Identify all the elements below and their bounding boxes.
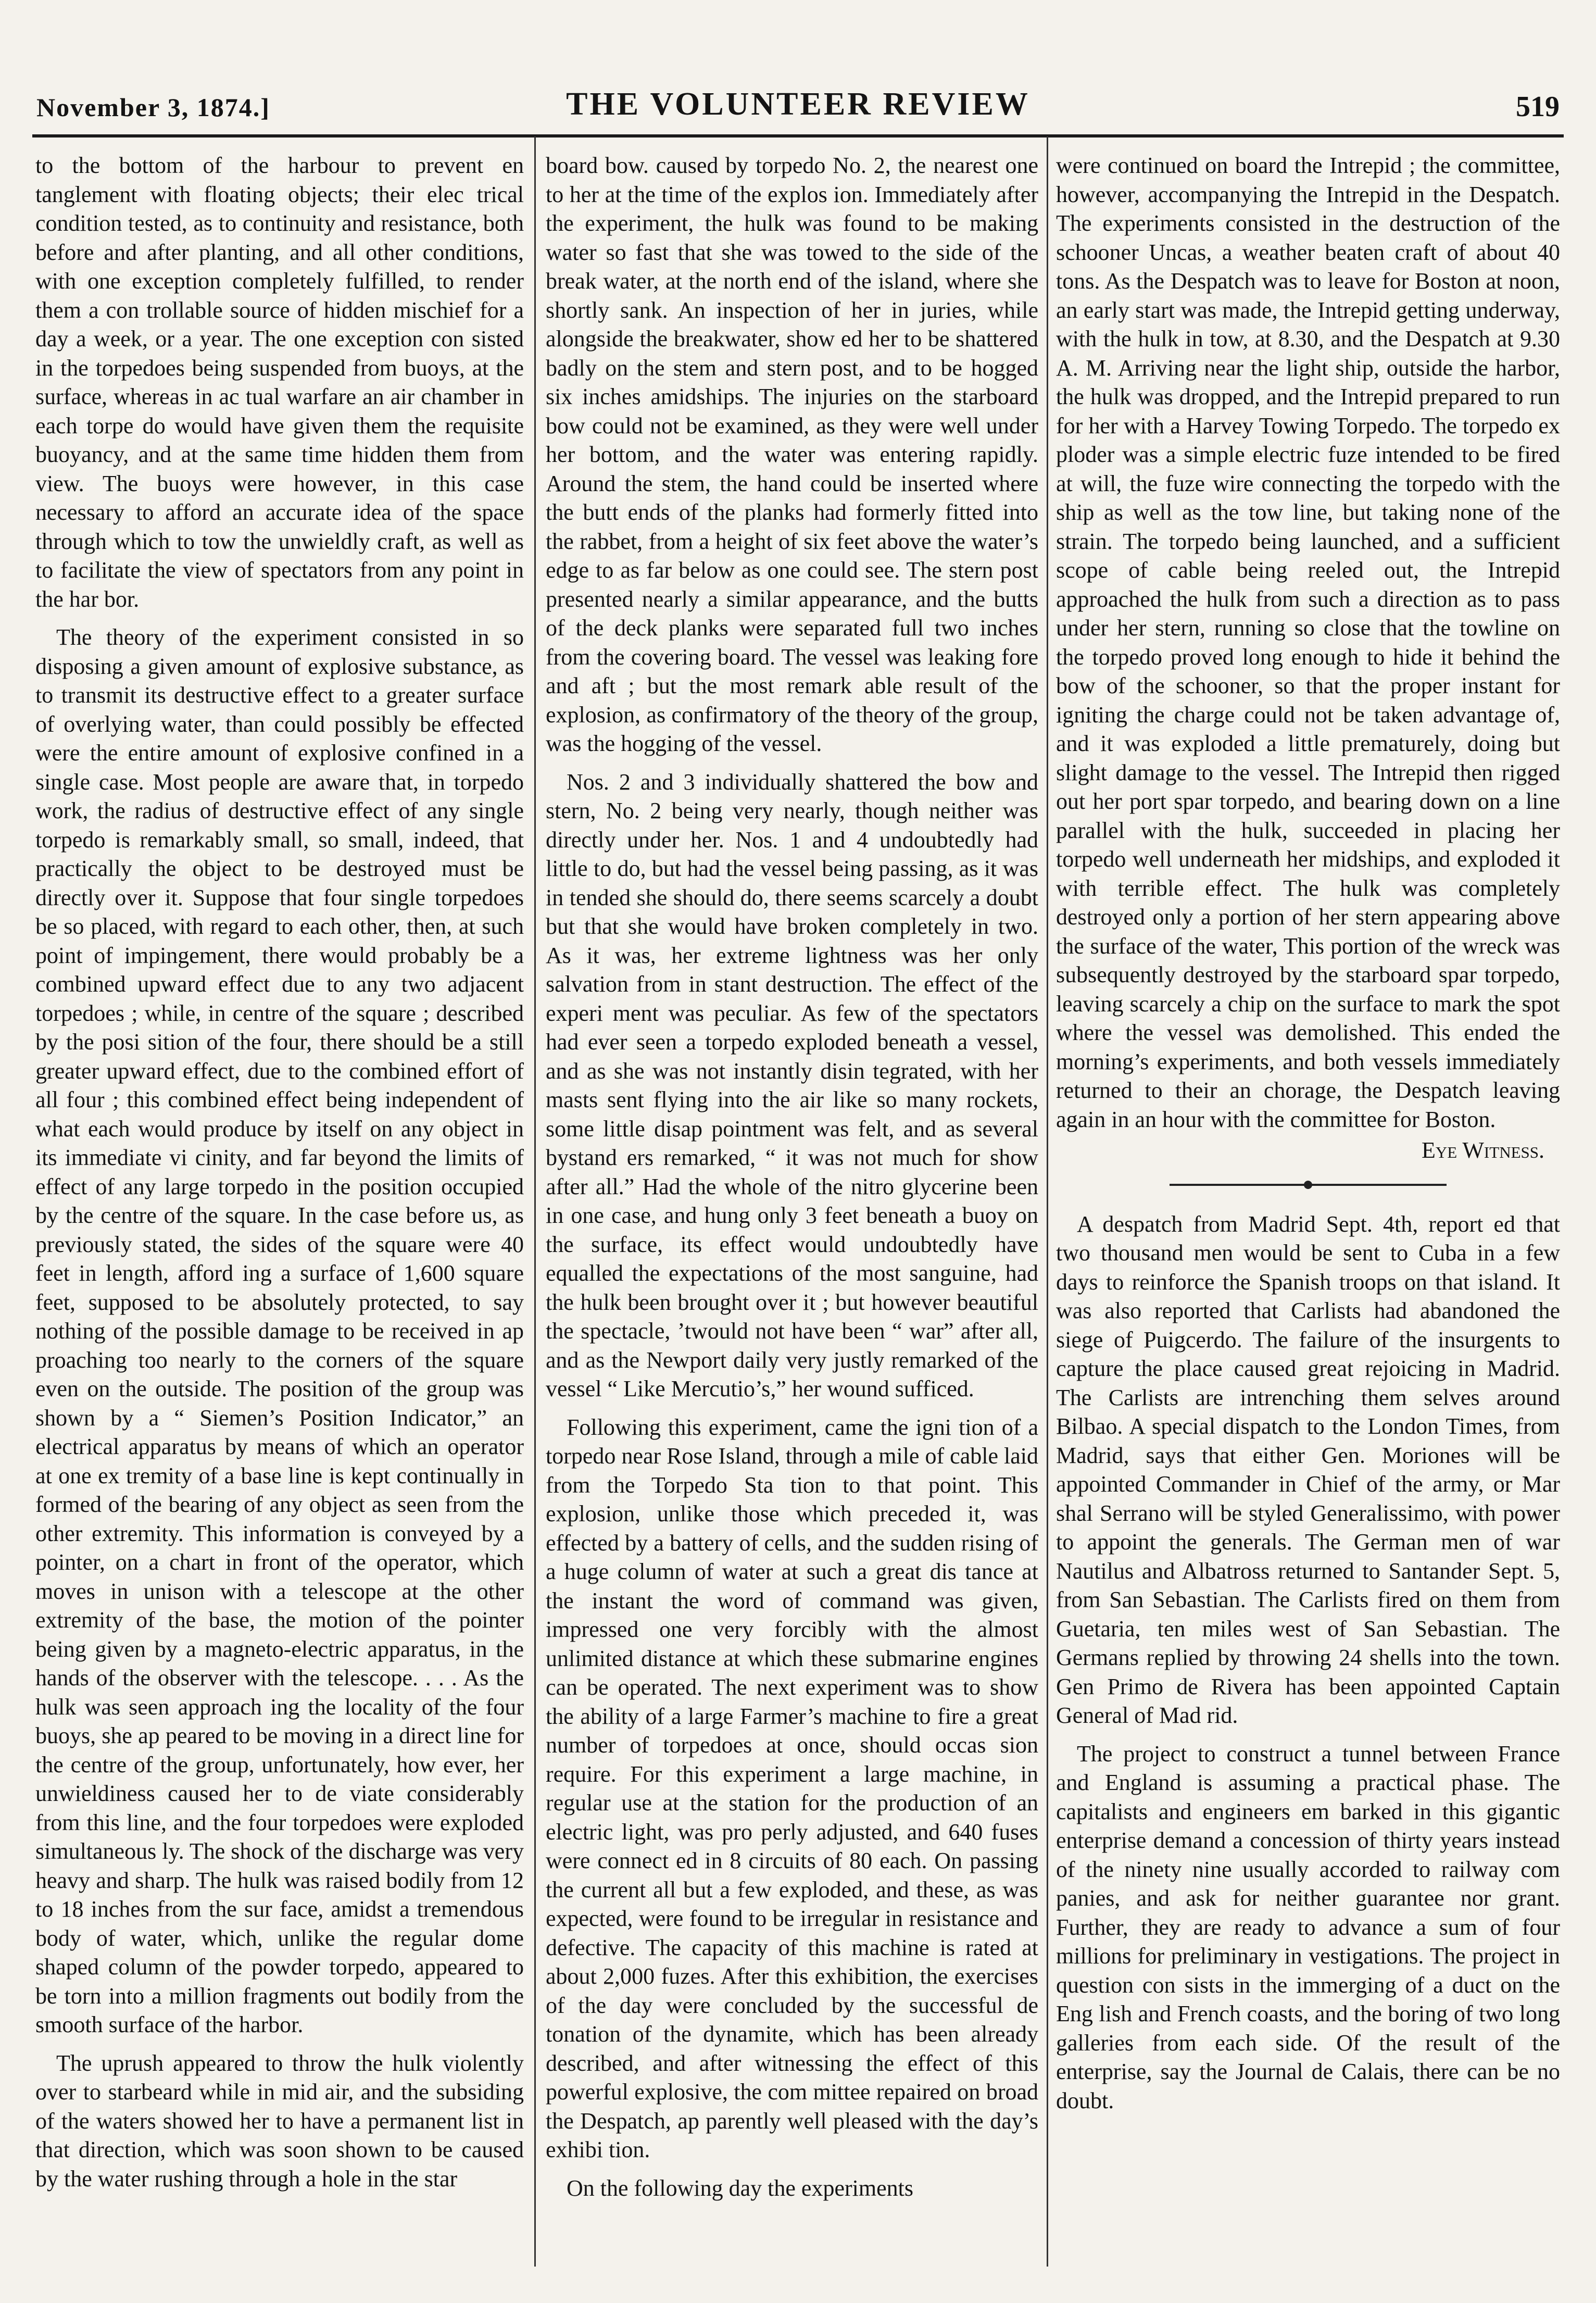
article-signature: Eye Witness. (1422, 1137, 1544, 1163)
paragraph: The uprush appeared to throw the hulk violently over to starbeard while in mid air, and the subsiding of the waters showed her to have a permanent list in that direction, which was soon shown to be caused by the water rushing through a hole in the star (35, 2050, 524, 2192)
paragraph: to the bottom of the harbour to prevent en tanglement with floating objects; their elec trical condition tested, as to continuity and resistance, both before and after planting, and all other conditions, with one exception completely fulfilled, to render them a con trollable source of hidden mischief for a day a week, or a year. The one exception con sisted in the torpedoes being suspended from buoys, at the surface, whereas in ac tual warfare an air chamber in each torpe do would have given them the requisite buoyancy, and at the same time hidden them from view. The buoys were however, in this case necessary to afford an accurate idea of the space through which to tow the unwieldly craft, as well as to facilitate the view of spectators from any point in the har bor. (35, 153, 524, 612)
paragraph: The project to construct a tunnel between France and England is assuming a practical phase. The capitalists and engineers em barked in this gigantic enterprise demand a concession of thirty years instead of the ninety nine usually accorded to railway com panies, and ask for neither guarantee nor grant. Further, they are ready to advance a sum of four millions for preliminary in vestigations. The project in question con sists in the immerging of a duct on the Eng lish and French coasts, and the boring of two long galleries from each side. Of the result of the enterprise, say the Journal de Calais, there can be no doubt. (1056, 1741, 1560, 2113)
paragraph: The theory of the experiment consisted in so disposing a given amount of explosive substance, as to transmit its destructive effect to a greater surface of overlying water, than could possibly be effected were the entire amount of explosive confined in a single case. Most people are aware that, in torpedo work, the radius of destructive effect of any single torpedo is remarkably small, so small, indeed, that practically the object to be destroyed must be directly over it. Suppose that four single torpedoes be so placed, with regard to each other, then, at such point of impingement, there would probably be a combined upward effect due to any two adjacent torpedoes ; while, in centre of the square ; described by the posi sition of the four, there should be a still greater upward effect, due to the combined effort of all four ; this combined effect being independent of what each would produce by itself on any object in its immediate vi cinity, and far beyond the limits of effect of any large torpedo in the position occupied by the centre of the square. In the case before us, as previously stated, the sides of the square were 40 feet in length, afford ing a surface of 1,600 square feet, supposed to be absolutely protected, to say nothing of the possible damage to be received in ap proaching too nearly to the corners of the square even on the outside. The position of the group was shown by a “ Siemen’s Position Indicator,” an electrical apparatus by means of which an operator at one ex tremity of a base line is kept continually in formed of the bearing of any object as seen from the other extremity. This information is conveyed by a pointer, on a chart in front of the operator, which moves in unison with a telescope at the other extremity of the base, the motion of the pointer being given by a magneto-electric apparatus, in the hands of the observer with the telescope. . . . As the hulk was seen approach ing the locality of the four buoys, she ap peared to be moving in a direct line for the centre of the group, unfortunately, how ever, her unwieldiness caused her to de viate considerably from this line, and the four torpedoes were exploded simultaneous ly. The shock of the discharge was very heavy and sharp. The hulk was raised bodily from 12 to 18 inches from the sur face, amidst a tremendous body of water, which, unlike the regular dome shaped column of the powder torpedo, appeared to be torn into a million fragments out bodily from the smooth surface of the harbor. (35, 624, 524, 2037)
publication-title: THE VOLUNTEER REVIEW (566, 86, 1030, 122)
header-rule (32, 134, 1564, 137)
issue-date: November 3, 1874.] (36, 93, 270, 122)
column-middle (546, 151, 1038, 2266)
divider-line (1311, 1184, 1447, 1186)
column-right (1056, 151, 1560, 2266)
column-rule (534, 136, 536, 2267)
paragraph: Following this experiment, came the igni tion of a torpedo near Rose Island, through a mile of cable laid from the Torpedo Sta tion to that point. This explosion, unlike those which preceded it, was effected by a battery of cells, and the sudden rising of a huge column of water at such a great dis tance at the instant the word of command was given, impressed one very forcibly with the almost unlimited distance at which these submarine engines can be operated. The next experiment was to show the ability of a large Farmer’s machine to fire a great number of torpedoes at once, should occas sion require. For this experiment a large machine, in regular use at the station for the production of an electric light, was pro perly adjusted, and 640 fuses were connect ed in 8 circuits of 80 each. On passing the current all but a few exploded, and these, as was expected, were found to be irregular in resistance and defective. The capacity of this machine is rated at about 2,000 fuzes. After this exhibition, the exercises of the day were concluded by the successful de tonation of the dynamite, which has been already described, and after witnessing the effect of this powerful explosive, the com mittee repaired on broad the Despatch, ap parently well pleased with the day’s exhibi tion. (546, 1414, 1038, 2162)
section-divider (1056, 1181, 1560, 1189)
paragraph: were continued on board the Intrepid ; the committee, however, accompanying the Intrepid in the Despatch. The experiments consisted in the destruction of the schooner Uncas, a weather beaten craft of about 40 tons. As the Despatch was to leave for Boston at noon, an early start was made, the Intrepid getting underway, with the hulk in tow, at 8.30, and the Despatch at 9.30 A. M. Arriving near the light ship, outside the harbor, the hulk was dropped, and the Intrepid prepared to run for her with a Harvey Towing Torpedo. The torpedo ex ploder was a simple electric fuze intended to be fired at will, the fuze wire connecting the torpedo with the ship as well as the tow line, but taking none of the strain. The torpedo being launched, and a sufficient scope of cable being reeled out, the Intrepid approached the hulk from such a direction as to pass under her stern, running so close that the towline on the torpedo proved long enough to hide it behind the bow of the schooner, so that the proper instant for igniting the charge could not be taken advantage of, and it was exploded a little prematurely, doing but slight damage to the vessel. The Intrepid then rigged out her port spar torpedo, and bearing down on a line parallel with the hulk, succeeded in placing her torpedo well underneath her midships, and exploded it with terrible effect. The hulk was completely destroyed only a portion of her stern appearing above the surface of the water, This portion of the wreck was subsequently destroyed by the starboard spar torpedo, leaving scarcely a chip on the surface to mark the spot where the vessel was demolished. This ended the morning’s experiments, and both vessels immediately returned to their an chorage, the Despatch leaving again in an hour with the committee for Boston. (1056, 153, 1560, 1132)
column-left (35, 151, 524, 2266)
divider-line (1170, 1184, 1305, 1186)
paragraph: board bow. caused by torpedo No. 2, the nearest one to her at the time of the explos ion. Immediately after the experiment, the hulk was found to be making water so fast that she was towed to the side of the break water, at the north end of the island, where she shortly sank. An inspection of her in juries, while alongside the breakwater, show ed her to be shattered badly on the stem and stern post, and to be hogged six inches amidships. The injuries on the starboard bow could not be examined, as they were well under her bottom, and the water was entering rapidly. Around the stem, the hand could be inserted where the butt ends of the planks had formerly fitted into the rabbet, from a height of six feet above the water’s edge to as far below as one could see. The stern post presented nearly a similar appearance, and the butts of the deck planks were separated full two inches from the covering board. The vessel was leaking fore and aft ; but the most remark able result of the explosion, as confirmatory of the theory of the group, was the hogging of the vessel. (546, 153, 1038, 756)
paragraph: On the following day the experiments (567, 2175, 913, 2201)
column-rule (1047, 136, 1048, 2267)
page-number: 519 (1516, 91, 1560, 123)
paragraph: Nos. 2 and 3 individually shattered the bow and stern, No. 2 being very nearly, though neither was directly under her. Nos. 1 and 4 undoubtedly had little to do, but had the vessel being passing, as it was in tended she should do, there seems scarcely a doubt but that she would have broken completely in two. As it was, her extreme lightness was her only salvation from in stant destruction. The effect of the experi ment was peculiar. As few of the spectators had ever seen a torpedo exploded beneath a vessel, and as she was not instantly disin tegrated, with her masts sent flying into the air like so many rockets, some little disap pointment was felt, and as several bystand ers remarked, “ it was not much for show after all.” Had the whole of the nitro glycerine been in one case, and hung only 3 feet beneath a buoy on the surface, its effect would undoubtedly have equalled the expectations of the most sanguine, had the hulk been brought over it ; but however beautiful the spectacle, ’twould not have been “ war” after all, and as the Newport daily very justly remarked of the vessel “ Like Mercutio’s,” her wound sufficed. (546, 769, 1038, 1401)
page-header (36, 86, 1560, 133)
paragraph: A despatch from Madrid Sept. 4th, report ed that two thousand men would be sent to Cuba in a few days to reinforce the Spanish troops on that island. It was also reported that Carlists had abandoned the siege of Puigcerdo. The failure of the insurgents to capture the place caused great rejoicing in Madrid. The Carlists are intrenching them selves around Bilbao. A special dispatch to the London Times, from Madrid, says that either Gen. Moriones will be appointed Commander in Chief of the army, or Mar shal Serrano will be styled Generalissimo, with power to appoint the generals. The German men of war Nautilus and Albatross returned to Santander Sept. 5, from San Sebastian. The Carlists fired on them from Guetaria, ten miles west of San Sebastian. The Germans replied by throwing 24 shells into the town. Gen Primo de Rivera has been appointed Captain General of Mad rid. (1056, 1211, 1560, 1728)
